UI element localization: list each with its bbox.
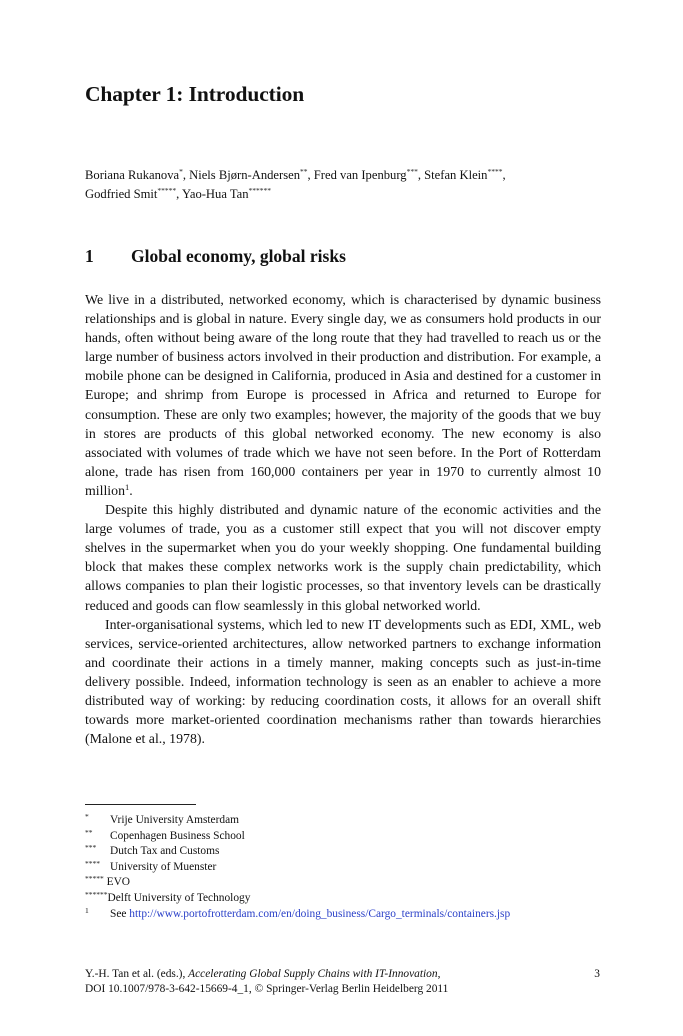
- author-list: [85, 166, 605, 204]
- page-footer: [85, 967, 600, 996]
- footnote-text: Vrije University Amsterdam: [110, 814, 240, 826]
- body-text: [85, 290, 601, 748]
- author-name: Stefan Klein: [424, 168, 488, 182]
- chapter-title: Chapter 1: Introduction: [85, 82, 305, 106]
- paragraph-text: We live in a distributed, networked economy, which is characterised by dynamic business relationships and is global in nature. Every single day, we as consumers hold products in our hands, often without being aware of the long route that they had travelled to reach us or the large number of business actors involved in their production and distribution. For example, a mobile phone can be designed in California, produced in Asia and destined for a customer in Europe; and shrimp from Europe is processed in Africa and returned to Europe for consumption. These are only two examples; however, the majority of the goods that we buy in stores are products of this global networked economy. The new economy is also associated with volumes of trade which we have not seen before. In the Port of Rotterdam alone, trade has risen from 160,000 containers per year in 1970 to currently almost 10 million: [85, 292, 601, 498]
- paragraph: [85, 290, 601, 500]
- author-separator: ,: [307, 168, 314, 182]
- doi-line: DOI 10.1007/978-3-642-15669-4_1, © Springer-Verlag Berlin Heidelberg 2011: [85, 982, 449, 995]
- footnote: * Vrije University Amsterdam: [85, 812, 240, 826]
- footnote: 1 See http://www.portofrotterdam.com/en/doing_business/Cargo_terminals/containers.jsp: [85, 905, 511, 920]
- footnote-link[interactable]: http://www.portofrotterdam.com/en/doing_business/Cargo_terminals/containers.jsp: [129, 907, 511, 920]
- section-number: 1: [85, 246, 94, 266]
- author-separator: ,: [182, 168, 190, 182]
- page-number: 3: [594, 968, 600, 980]
- affiliation-mark: *: [179, 167, 183, 176]
- citation-line: [85, 967, 600, 982]
- footnote-text: Delft University of Technology: [107, 891, 251, 904]
- footnote: ** Copenhagen Business School: [85, 827, 245, 842]
- footnote-text: Dutch Tax and Customs: [110, 845, 220, 858]
- affiliation-mark: **: [300, 167, 308, 176]
- affiliation-mark: *****: [157, 186, 177, 195]
- section-heading: [85, 246, 346, 267]
- author-name: Boriana Rukanova: [85, 168, 180, 182]
- footnote: ***** EVO: [85, 874, 131, 889]
- author-name: Yao-Hua Tan: [182, 187, 249, 201]
- section-title: Global economy, global risks: [131, 246, 346, 266]
- footnote-text: EVO: [106, 876, 131, 889]
- footnotes: [85, 813, 605, 922]
- author-line: [85, 185, 605, 204]
- footnote: *** Dutch Tax and Customs: [85, 843, 220, 858]
- author-name: Niels Bjørn-Andersen: [189, 168, 300, 182]
- author-line: [85, 166, 605, 185]
- affiliation-mark: ******: [248, 186, 272, 195]
- paragraph-end: .: [129, 482, 133, 498]
- footnote-text: University of Muenster: [110, 860, 217, 873]
- footer-punct: ,: [437, 968, 441, 980]
- author-separator: ,: [502, 168, 506, 182]
- footnote: ******Delft University of Technology: [85, 889, 251, 904]
- footnote-reference[interactable]: 1: [125, 481, 130, 492]
- paragraph: Despite this highly distributed and dynamic nature of the economic activities and the large volumes of trade, you as a customer still expect that you will not discover empty shelves in the supermarket when you do your weekly shopping. One fundamental building block that makes these complex networks work is the supply chain predictability, which allows companies to plan their logistic processes, so that inventory levels can be drastically reduced and goods can flow seamlessly in this global networked world.: [85, 502, 601, 613]
- footer-editors: Y.-H. Tan et al. (eds.),: [85, 968, 189, 980]
- footer-book-title: Accelerating Global Supply Chains with IT-Innovation: [188, 968, 438, 980]
- author-name: Godfried Smit: [85, 187, 158, 201]
- author-name: Fred van Ipenburg: [313, 168, 407, 182]
- author-separator: ,: [176, 187, 183, 201]
- footnote: **** University of Muenster: [85, 858, 217, 873]
- affiliation-mark: ***: [406, 167, 418, 176]
- footnote-text: Copenhagen Business School: [110, 829, 245, 842]
- footnote-rule: [85, 804, 196, 805]
- affiliation-mark: ****: [487, 167, 503, 176]
- paragraph: Inter-organisational systems, which led to new IT developments such as EDI, XML, web services, service-oriented architectures, allow networked partners to exchange information and coordinate their actions in a timely manner, making concepts such as just-in-time delivery possible. Indeed, information technology is seen as an enabler to achieve a more distributed way of working: by reducing coordination costs, it allows for an overall shift towards more market-oriented coordination mechanisms rather than towards hierarchies (Malone et al., 1978).: [85, 616, 601, 747]
- author-separator: ,: [417, 168, 425, 182]
- footnote-text: See: [110, 907, 130, 920]
